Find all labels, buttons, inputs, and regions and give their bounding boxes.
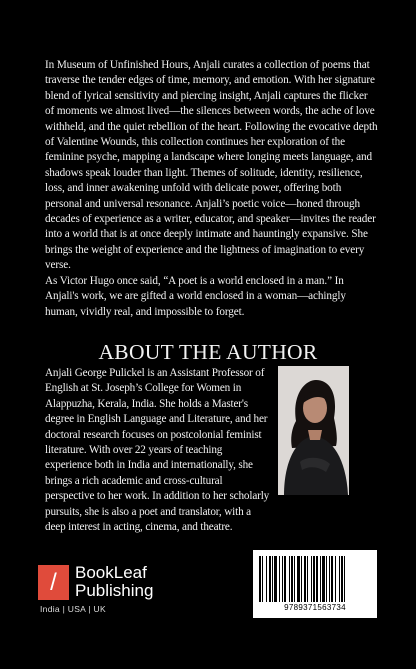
barcode-bar bbox=[294, 556, 295, 602]
barcode-bar bbox=[326, 556, 327, 602]
isbn-barcode bbox=[253, 550, 377, 618]
barcode-bar bbox=[279, 556, 280, 602]
about-author-heading: ABOUT THE AUTHOR bbox=[98, 340, 318, 364]
barcode-bar bbox=[274, 556, 277, 602]
publisher-logo bbox=[38, 565, 198, 615]
publisher-name bbox=[75, 564, 153, 600]
barcode-bar bbox=[282, 556, 283, 602]
barcode-bar bbox=[322, 556, 325, 602]
barcode-bar bbox=[291, 556, 293, 602]
barcode-bar bbox=[341, 556, 343, 602]
barcode-bar bbox=[331, 556, 333, 602]
barcode-bar bbox=[316, 556, 318, 602]
publisher-name-line1: BookLeaf bbox=[75, 563, 147, 582]
book-blurb bbox=[45, 58, 378, 320]
author-photo bbox=[278, 366, 349, 495]
barcode-bar bbox=[289, 556, 290, 602]
barcode-bar bbox=[301, 556, 302, 602]
barcode-bar bbox=[320, 556, 321, 602]
barcode-bar bbox=[304, 556, 306, 602]
barcode-bar bbox=[335, 556, 336, 602]
publisher-mark-icon: / bbox=[38, 565, 69, 600]
blurb-paragraph: In Museum of Unfinished Hours, Anjali curates a collection of poems that traverse the tender edges of time, memory, and emotion. With her signature blend of lyrical sensitivity and piercing insight, Anjali captures the flicker of moments we almost lived—the silences between words, the ache of love withheld, and the quiet rebellion of the heart. Following the evocative depth of Valentine Wounds, this collection continues her exploration of the feminine psyche, mapping a landscape where longing meets language, and shadows speak louder than light. Themes of solitude, identity, resilience, loss, and inner awakening unfold with delicate power, offering both personal and universal resonance. Anjali’s poetic voice—honed through decades of experience as a writer, educator, and speaker—invites the reader into a world that is at once deeply intimate and hauntingly expansive. She brings the weight of experience and the lightness of imagination to every verse. bbox=[45, 59, 378, 272]
barcode-bar bbox=[307, 556, 308, 602]
blurb-quote: As Victor Hugo once said, “A poet is a world enclosed in a man.” In Anjali's work, we are gifted a world enclosed in a woman—achingly human, vividly real, and impossible to forget. bbox=[45, 274, 346, 318]
barcode-bar bbox=[297, 556, 300, 602]
barcode-bar bbox=[339, 556, 340, 602]
barcode-icon bbox=[259, 556, 371, 602]
barcode-bar bbox=[313, 556, 315, 602]
barcode-bar bbox=[311, 556, 312, 602]
publisher-name-line2: Publishing bbox=[75, 581, 154, 600]
author-portrait-image bbox=[278, 366, 349, 495]
barcode-bar bbox=[329, 556, 330, 602]
author-bio: Anjali George Pulickel is an Assistant Professor of English at St. Joseph’s College for Women in Alappuzha, Kerala, India. She holds a Master's degree in English Language and Literature, and her doctoral research focuses on postcolonial feminist literature. With over 22 years of teaching experience both in India and internationally, she brings a rich academic and cross-cultural perspective to her work. In addition to her scholarly pursuits, she is also a poet and translator, with a deep interest in acting, cinema, and theatre. bbox=[45, 367, 270, 534]
publisher-regions: India | USA | UK bbox=[40, 604, 106, 614]
barcode-bar bbox=[266, 556, 267, 602]
isbn-number: 9789371563734 bbox=[284, 603, 346, 612]
barcode-bar bbox=[269, 556, 271, 602]
barcode-bar bbox=[284, 556, 286, 602]
barcode-bar bbox=[259, 556, 261, 602]
barcode-bar bbox=[344, 556, 345, 602]
barcode-bar bbox=[272, 556, 273, 602]
barcode-bar bbox=[262, 556, 263, 602]
